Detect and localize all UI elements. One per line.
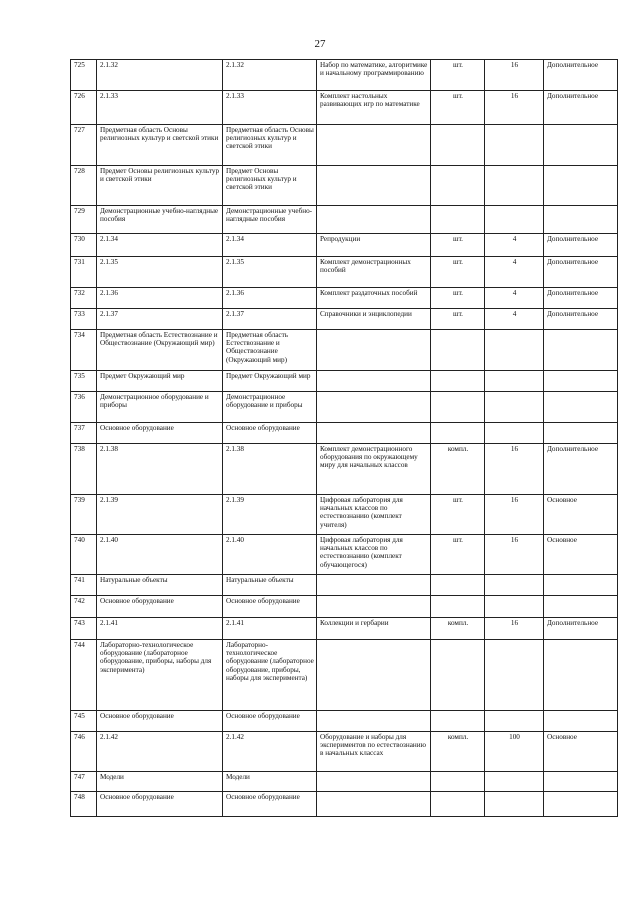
row-number-cell: 743	[71, 618, 97, 640]
row-number-cell: 730	[71, 234, 97, 257]
equipment-type-cell	[544, 792, 618, 817]
row-number-cell: 742	[71, 596, 97, 618]
quantity-cell	[485, 772, 544, 792]
section-code-copy-cell: Демонстрационное оборудование и приборы	[223, 392, 317, 423]
section-code-cell: Основное оборудование	[97, 792, 223, 817]
table-row	[71, 423, 618, 444]
equipment-type-cell	[544, 575, 618, 596]
quantity-cell: 4	[485, 257, 544, 288]
equipment-type-cell: Дополнительное	[544, 60, 618, 91]
row-number-cell: 744	[71, 640, 97, 711]
section-code-cell: Основное оборудование	[97, 423, 223, 444]
unit-cell: шт.	[431, 257, 485, 288]
item-name-cell	[317, 166, 431, 206]
row-number-cell: 729	[71, 206, 97, 234]
equipment-type-cell: Основное	[544, 495, 618, 535]
quantity-cell	[485, 575, 544, 596]
section-code-cell: 2.1.32	[97, 60, 223, 91]
section-code-cell: 2.1.41	[97, 618, 223, 640]
quantity-cell	[485, 371, 544, 392]
row-number-cell: 731	[71, 257, 97, 288]
row-number-cell: 732	[71, 288, 97, 309]
section-code-cell: 2.1.33	[97, 91, 223, 125]
section-code-cell: 2.1.35	[97, 257, 223, 288]
equipment-type-cell: Дополнительное	[544, 234, 618, 257]
row-number-cell: 737	[71, 423, 97, 444]
row-number-cell: 738	[71, 444, 97, 495]
section-code-cell: Предмет Основы религиозных культур и светской этики	[97, 166, 223, 206]
item-name-cell	[317, 711, 431, 732]
unit-cell: компл.	[431, 618, 485, 640]
unit-cell	[431, 792, 485, 817]
table-row	[71, 60, 618, 91]
quantity-cell	[485, 792, 544, 817]
table-row	[71, 640, 618, 711]
item-name-cell	[317, 596, 431, 618]
section-code-cell: 2.1.40	[97, 535, 223, 575]
equipment-type-cell	[544, 640, 618, 711]
item-name-cell: Комплект демонстрационных пособий	[317, 257, 431, 288]
item-name-cell: Цифровая лаборатория для начальных классов по естествознанию (комплект обучающегося)	[317, 535, 431, 575]
section-code-cell: Предмет Окружающий мир	[97, 371, 223, 392]
row-number-cell: 733	[71, 309, 97, 330]
quantity-cell	[485, 392, 544, 423]
section-code-cell: Демонстрационное оборудование и приборы	[97, 392, 223, 423]
section-code-copy-cell: 2.1.41	[223, 618, 317, 640]
quantity-cell: 4	[485, 288, 544, 309]
unit-cell: компл.	[431, 732, 485, 772]
row-number-cell: 748	[71, 792, 97, 817]
unit-cell: шт.	[431, 60, 485, 91]
section-code-cell: Лабораторно-технологическое оборудование (лабораторное оборудование, приборы, наборы для эксперимента)	[97, 640, 223, 711]
section-code-copy-cell: Предмет Окружающий мир	[223, 371, 317, 392]
section-code-copy-cell: Модели	[223, 772, 317, 792]
section-code-cell: 2.1.34	[97, 234, 223, 257]
section-code-cell: 2.1.38	[97, 444, 223, 495]
item-name-cell	[317, 206, 431, 234]
equipment-type-cell	[544, 711, 618, 732]
quantity-cell	[485, 166, 544, 206]
table-row	[71, 495, 618, 535]
unit-cell	[431, 392, 485, 423]
section-code-copy-cell: 2.1.42	[223, 732, 317, 772]
equipment-type-cell: Дополнительное	[544, 257, 618, 288]
equipment-type-cell: Дополнительное	[544, 618, 618, 640]
equipment-type-cell: Дополнительное	[544, 91, 618, 125]
table-row	[71, 444, 618, 495]
equipment-type-cell	[544, 392, 618, 423]
unit-cell: шт.	[431, 495, 485, 535]
row-number-cell: 728	[71, 166, 97, 206]
row-number-cell: 736	[71, 392, 97, 423]
section-code-copy-cell: Основное оборудование	[223, 423, 317, 444]
item-name-cell	[317, 330, 431, 371]
table-row	[71, 309, 618, 330]
unit-cell	[431, 125, 485, 166]
unit-cell	[431, 330, 485, 371]
unit-cell: шт.	[431, 234, 485, 257]
unit-cell: компл.	[431, 444, 485, 495]
quantity-cell: 16	[485, 495, 544, 535]
section-code-cell: 2.1.37	[97, 309, 223, 330]
quantity-cell	[485, 206, 544, 234]
table-row	[71, 125, 618, 166]
section-code-copy-cell: 2.1.34	[223, 234, 317, 257]
row-number-cell: 741	[71, 575, 97, 596]
row-number-cell: 745	[71, 711, 97, 732]
quantity-cell	[485, 596, 544, 618]
unit-cell	[431, 711, 485, 732]
section-code-cell: Основное оборудование	[97, 711, 223, 732]
unit-cell: шт.	[431, 288, 485, 309]
section-code-copy-cell: 2.1.40	[223, 535, 317, 575]
table-row	[71, 234, 618, 257]
section-code-copy-cell: Демонстрационные учебно-наглядные пособия	[223, 206, 317, 234]
row-number-cell: 726	[71, 91, 97, 125]
section-code-copy-cell: Натуральные объекты	[223, 575, 317, 596]
table-row	[71, 535, 618, 575]
unit-cell	[431, 423, 485, 444]
row-number-cell: 747	[71, 772, 97, 792]
table-row	[71, 792, 618, 817]
table-row	[71, 166, 618, 206]
table-row	[71, 371, 618, 392]
item-name-cell: Репродукции	[317, 234, 431, 257]
equipment-type-cell: Дополнительное	[544, 309, 618, 330]
item-name-cell	[317, 392, 431, 423]
item-name-cell: Цифровая лаборатория для начальных классов по естествознанию (комплект учителя)	[317, 495, 431, 535]
row-number-cell: 735	[71, 371, 97, 392]
item-name-cell	[317, 575, 431, 596]
section-code-cell: 2.1.36	[97, 288, 223, 309]
section-code-copy-cell: Предметная область Естествознание и Обществознание (Окружающий мир)	[223, 330, 317, 371]
unit-cell: шт.	[431, 91, 485, 125]
section-code-cell: 2.1.42	[97, 732, 223, 772]
table-row	[71, 772, 618, 792]
section-code-cell: Основное оборудование	[97, 596, 223, 618]
quantity-cell	[485, 423, 544, 444]
quantity-cell: 16	[485, 618, 544, 640]
quantity-cell: 16	[485, 535, 544, 575]
section-code-cell: Предметная область Основы религиозных культур и светской этики	[97, 125, 223, 166]
equipment-type-cell	[544, 330, 618, 371]
equipment-type-cell: Дополнительное	[544, 288, 618, 309]
item-name-cell	[317, 125, 431, 166]
item-name-cell: Справочники и энциклопедии	[317, 309, 431, 330]
equipment-type-cell	[544, 371, 618, 392]
equipment-type-cell: Дополнительное	[544, 444, 618, 495]
quantity-cell: 100	[485, 732, 544, 772]
unit-cell	[431, 596, 485, 618]
table-row	[71, 91, 618, 125]
table-row	[71, 257, 618, 288]
row-number-cell: 725	[71, 60, 97, 91]
section-code-copy-cell: 2.1.32	[223, 60, 317, 91]
equipment-type-cell	[544, 423, 618, 444]
section-code-copy-cell: 2.1.35	[223, 257, 317, 288]
section-code-cell: Модели	[97, 772, 223, 792]
equipment-type-cell	[544, 125, 618, 166]
section-code-copy-cell: Предметная область Основы религиозных культур и светской этики	[223, 125, 317, 166]
quantity-cell: 4	[485, 309, 544, 330]
section-code-copy-cell: 2.1.37	[223, 309, 317, 330]
row-number-cell: 734	[71, 330, 97, 371]
unit-cell	[431, 772, 485, 792]
item-name-cell: Комплект настольных развивающих игр по математике	[317, 91, 431, 125]
row-number-cell: 740	[71, 535, 97, 575]
unit-cell	[431, 575, 485, 596]
section-code-copy-cell: Основное оборудование	[223, 596, 317, 618]
section-code-cell: Натуральные объекты	[97, 575, 223, 596]
unit-cell	[431, 166, 485, 206]
section-code-copy-cell: Основное оборудование	[223, 792, 317, 817]
unit-cell	[431, 206, 485, 234]
item-name-cell: Набор по математике, алгоритмике и начальному программированию	[317, 60, 431, 91]
section-code-copy-cell: Основное оборудование	[223, 711, 317, 732]
section-code-copy-cell: Лабораторно-технологическое оборудование (лабораторное оборудование, приборы, наборы для эксперимента)	[223, 640, 317, 711]
item-name-cell: Коллекции и гербарии	[317, 618, 431, 640]
section-code-copy-cell: 2.1.36	[223, 288, 317, 309]
equipment-type-cell: Основное	[544, 732, 618, 772]
table-row	[71, 711, 618, 732]
quantity-cell: 16	[485, 91, 544, 125]
table-body	[71, 60, 618, 817]
item-name-cell	[317, 423, 431, 444]
page-number: 27	[314, 38, 326, 50]
table-row	[71, 288, 618, 309]
equipment-table	[70, 59, 618, 817]
row-number-cell: 746	[71, 732, 97, 772]
item-name-cell	[317, 640, 431, 711]
row-number-cell: 727	[71, 125, 97, 166]
quantity-cell	[485, 711, 544, 732]
quantity-cell: 4	[485, 234, 544, 257]
item-name-cell	[317, 772, 431, 792]
equipment-type-cell	[544, 206, 618, 234]
section-code-cell: 2.1.39	[97, 495, 223, 535]
item-name-cell	[317, 371, 431, 392]
section-code-copy-cell: Предмет Основы религиозных культур и светской этики	[223, 166, 317, 206]
item-name-cell: Комплект раздаточных пособий	[317, 288, 431, 309]
section-code-copy-cell: 2.1.38	[223, 444, 317, 495]
equipment-type-cell	[544, 772, 618, 792]
row-number-cell: 739	[71, 495, 97, 535]
section-code-copy-cell: 2.1.39	[223, 495, 317, 535]
item-name-cell: Комплект демонстрационного оборудования по окружающему миру для начальных классов	[317, 444, 431, 495]
item-name-cell	[317, 792, 431, 817]
quantity-cell	[485, 330, 544, 371]
table-row	[71, 732, 618, 772]
table-row	[71, 575, 618, 596]
section-code-cell: Предметная область Естествознание и Обществознание (Окружающий мир)	[97, 330, 223, 371]
table-row	[71, 392, 618, 423]
equipment-type-cell: Основное	[544, 535, 618, 575]
table-row	[71, 330, 618, 371]
quantity-cell	[485, 125, 544, 166]
unit-cell: шт.	[431, 535, 485, 575]
item-name-cell: Оборудование и наборы для экспериментов по естествознанию в начальных классах	[317, 732, 431, 772]
equipment-type-cell	[544, 596, 618, 618]
table-row	[71, 206, 618, 234]
section-code-cell: Демонстрационные учебно-наглядные пособия	[97, 206, 223, 234]
quantity-cell: 16	[485, 444, 544, 495]
quantity-cell	[485, 640, 544, 711]
table-row	[71, 596, 618, 618]
section-code-copy-cell: 2.1.33	[223, 91, 317, 125]
unit-cell	[431, 371, 485, 392]
quantity-cell: 16	[485, 60, 544, 91]
unit-cell	[431, 640, 485, 711]
unit-cell: шт.	[431, 309, 485, 330]
equipment-type-cell	[544, 166, 618, 206]
table-row	[71, 618, 618, 640]
